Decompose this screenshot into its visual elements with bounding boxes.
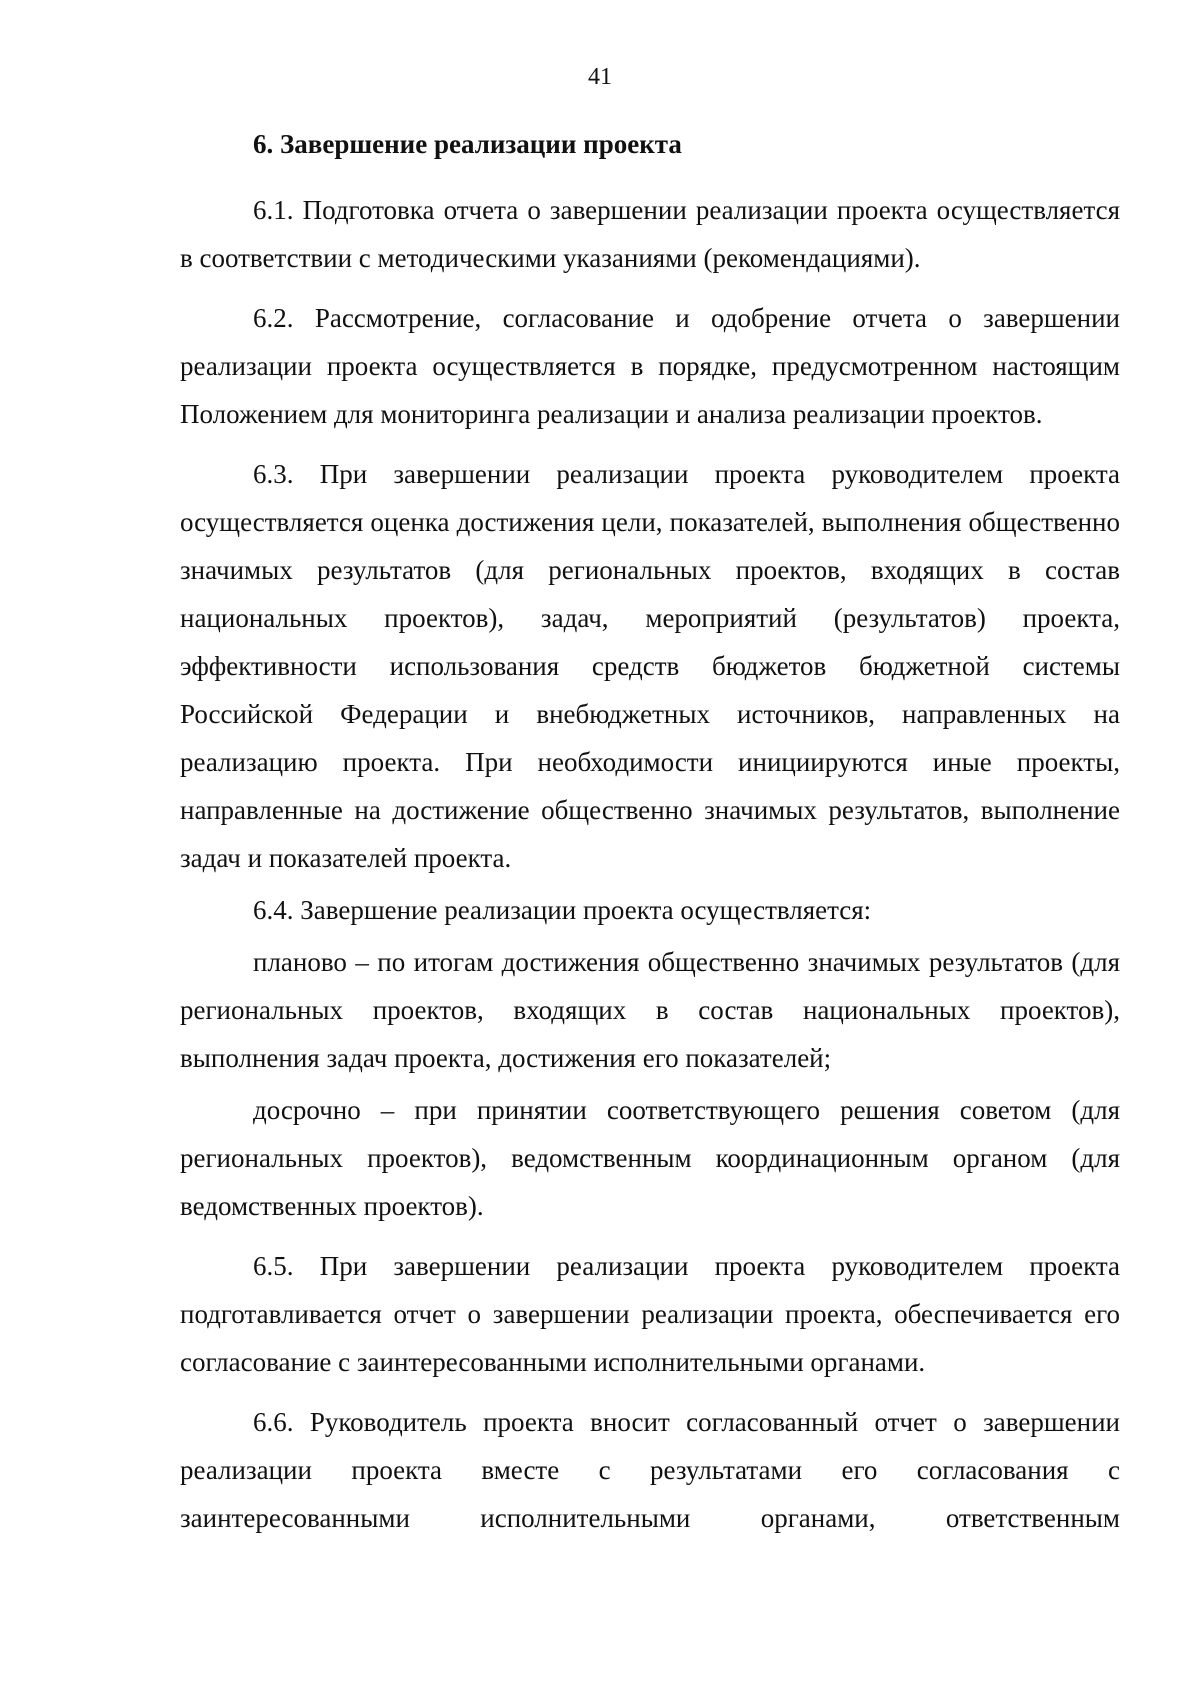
paragraph-6-1: 6.1. Подготовка отчета о завершении реализации проекта осуществляется в соответствии с методическими указаниями (рекомендациями). — [180, 195, 1120, 273]
paragraph-6-3: 6.3. При завершении реализации проекта руководителем проекта осуществляется оценка достижения цели, показателей, выполнения общественно значимых результатов (для региональных проектов, входящих в состав национальных проектов), задач, мероприятий (результатов) проекта, эффективности использования средств бюджетов бюджетной системы Российской Федерации и внебюджетных источников, направленных на реализацию проекта. При необходимости инициируются иные проекты, направленные на достижение общественно значимых результатов, выполнение задач и показателей проекта. — [180, 459, 1120, 873]
paragraph-6-2: 6.2. Рассмотрение, согласование и одобрение отчета о завершении реализации проекта осуществляется в порядке, предусмотренном настоящим Положением для мониторинга реализации и анализа реализации проектов. — [180, 303, 1120, 429]
section-heading: 6. Завершение реализации проекта — [253, 129, 682, 159]
paragraph-early: досрочно – при принятии соответствующего решения советом (для региональных проектов), ведомственным координационным органом (для ведомственных проектов). — [180, 1095, 1120, 1221]
page-number: 41 — [588, 64, 612, 90]
paragraph-6-5: 6.5. При завершении реализации проекта руководителем проекта подготавливается отчет о завершении реализации проекта, обеспечивается его согласование с заинтересованными исполнительными органами. — [180, 1251, 1120, 1377]
paragraph-planned: планово – по итогам достижения общественно значимых результатов (для региональных проектов, входящих в состав национальных проектов), выполнения задач проекта, достижения его показателей; — [180, 947, 1120, 1073]
paragraph-6-6: 6.6. Руководитель проекта вносит согласованный отчет о завершении реализации проекта вместе с результатами его согласования с заинтересованными исполнительными органами, ответственным — [180, 1407, 1120, 1533]
paragraph-6-4: 6.4. Завершение реализации проекта осуществляется: — [253, 895, 872, 925]
document-body — [180, 120, 1120, 1542]
